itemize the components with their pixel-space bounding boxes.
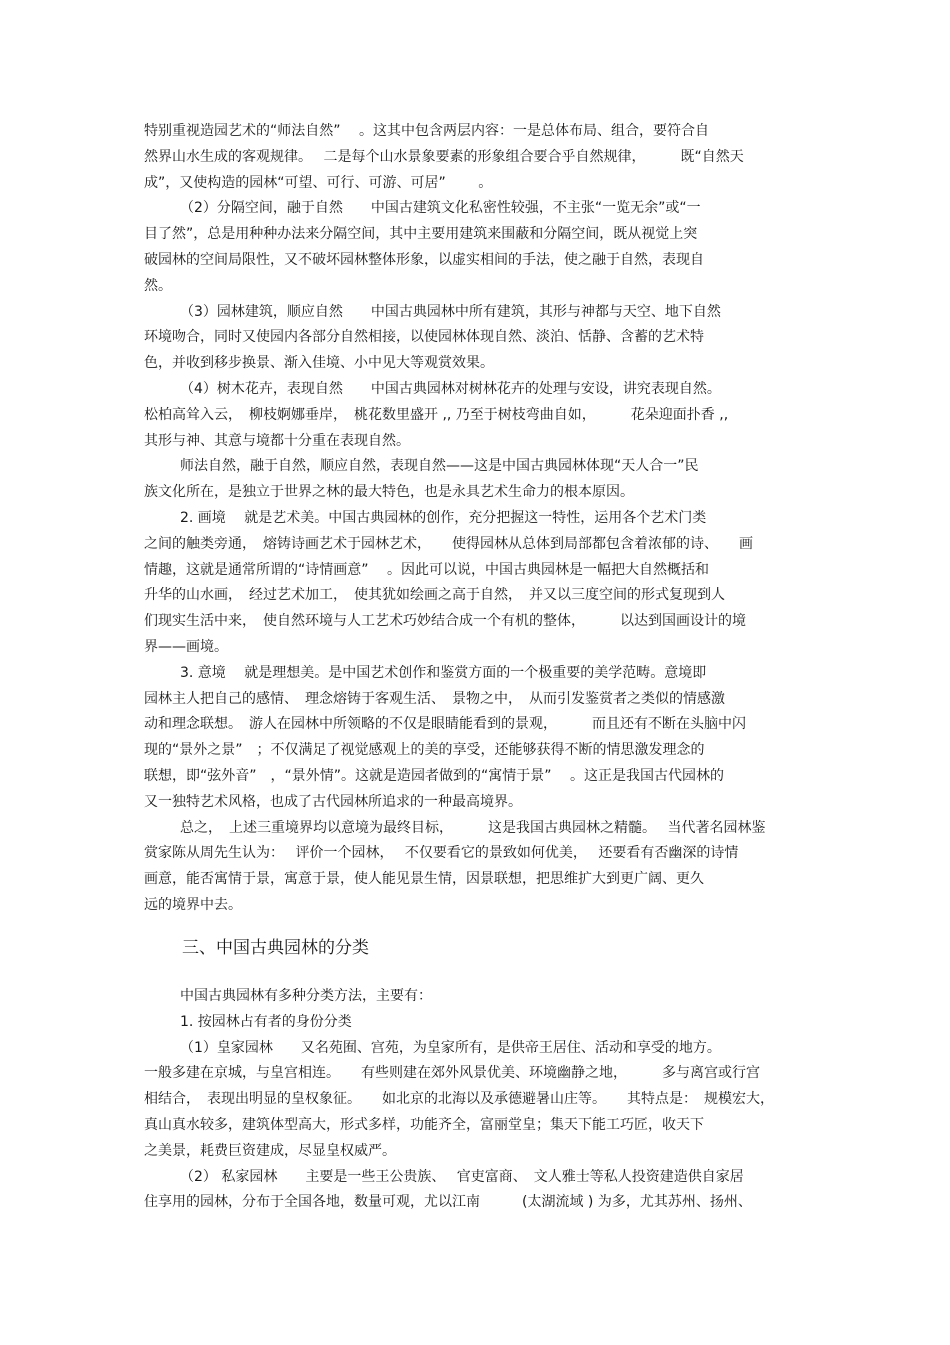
text-line: 动和理念联想。 游人在园林中所领略的不仅是眼睛能看到的景观， 而且还有不断在头脑中闪 — [144, 716, 746, 733]
text-line: 师法自然，融于自然，顺应自然，表现自然——这是中国古典园林体现“天人合一”民 — [180, 458, 699, 475]
text-line: 然。 — [144, 277, 172, 294]
text-line: 之间的触类旁通， 熔铸诗画艺术于园林艺术， 使得园林从总体到局部都包含着浓郁的诗、 画 — [144, 535, 753, 552]
text-line: 特别重视造园艺术的“师法自然” 。这其中包含两层内容：一是总体布局、组合，要符合自 — [144, 123, 709, 139]
text-line: 总之， 上述三重境界均以意境为最终目标， 这是我国古典园林之精髓。 当代著名园林鉴 — [180, 819, 766, 836]
text-line: 住享用的园林，分布于全国各地，数量可观，尤以江南 (太湖流域 ) 为多，尤其苏州、扬州、 — [144, 1194, 752, 1211]
text-line: （4）树木花卉，表现自然 中国古典园林对树林花卉的处理与安设，讲究表现自然。 — [180, 381, 721, 397]
text-line: 之美景，耗费巨资建成，尽显皇权威严。 — [144, 1142, 396, 1159]
text-line: 破园林的空间局限性，又不破坏园林整体形象，以虚实相间的手法，使之融于自然，表现自 — [144, 252, 704, 268]
text-line: 联想，即“弦外音” ，“景外情”。这就是造园者做到的“寓情于景” 。这正是我国古代园林的 — [144, 768, 724, 784]
text-line: 又一独特艺术风格，也成了古代园林所追求的一种最高境界。 — [144, 793, 522, 810]
text-line: 们现实生活中来， 使自然环境与人工艺术巧妙结合成一个有机的整体， 以达到国画设计的境 — [144, 613, 746, 630]
section-heading: 三、中国古典园林的分类 — [182, 938, 369, 958]
text-line: 目了然”，总是用种种办法来分隔空间，其中主要用建筑来围蔽和分隔空间，既从视觉上突 — [144, 226, 698, 243]
text-line: （2）分隔空间，融于自然 中国古建筑文化私密性较强，不主张“一览无余”或“一 — [180, 200, 701, 217]
text-line: 3. 意境 就是理想美。是中国艺术创作和鉴赏方面的一个极重要的美学范畴。意境即 — [180, 664, 707, 681]
text-line: 界——画境。 — [144, 639, 228, 655]
text-line: 远的境界中去。 — [144, 897, 242, 913]
text-line: 现的“景外之景” ；不仅满足了视觉感观上的美的享受，还能够获得不断的情思激发理念的 — [144, 742, 705, 759]
text-line: 松柏高耸入云， 柳枝婀娜垂岸， 桃花数里盛开 ,, 乃至于树枝弯曲自如， 花朵迎面扑香 ,, — [144, 406, 729, 423]
text-line: 赏家陈从周先生认为： 评价一个园林， 不仅要看它的景致如何优美， 还要看有否幽深的诗情 — [144, 845, 739, 862]
text-line: 真山真水较多，建筑体型高大，形式多样，功能齐全，富丽堂皇；集天下能工巧匠，收天下 — [144, 1117, 704, 1133]
text-line: 色，并收到移步换景、渐入佳境、小中见大等观赏效果。 — [144, 355, 494, 372]
text-line: （2） 私家园林 主要是一些王公贵族、 官吏富商、 文人雅士等私人投资建造供自家居 — [180, 1168, 744, 1185]
text-line: 园林主人把自己的感情、 理念熔铸于客观生活、 景物之中， 从而引发鉴赏者之类似的情感激 — [144, 690, 725, 707]
text-line: 中国古典园林有多种分类方法，主要有： — [180, 988, 432, 1004]
text-line: 相结合， 表现出明显的皇权象征。 如北京的北海以及承德避暑山庄等。 其特点是： 规模宏大， — [144, 1091, 774, 1108]
text-line: 升华的山水画， 经过艺术加工， 使其犹如绘画之高于自然， 并又以三度空间的形式复现到人 — [144, 587, 725, 604]
text-line: （1）皇家园林 又名苑囿、宫苑，为皇家所有，是供帝王居住、活动和享受的地方。 — [180, 1039, 721, 1056]
text-line: 成”，又使构造的园林“可望、可行、可游、可居” 。 — [144, 174, 493, 191]
text-line: 1. 按园林占有者的身份分类 — [180, 1013, 352, 1030]
text-line: 画意，能否寓情于景，寓意于景，使人能见景生情，因景联想，把思维扩大到更广阔、更久 — [144, 871, 704, 888]
text-line: （3）园林建筑，顺应自然 中国古典园林中所有建筑，其形与神都与天空、地下自然 — [180, 303, 721, 320]
text-line: 2. 画境 就是艺术美。中国古典园林的创作，充分把握这一特性，运用各个艺术门类 — [180, 510, 707, 526]
text-line: 然界山水生成的客观规律。 二是每个山水景象要素的形象组合要合乎自然规律， 既“自然天 — [144, 148, 744, 165]
text-line: 环境吻合，同时又使园内各部分自然相接，以使园林体现自然、淡泊、恬静、含蓄的艺术特 — [144, 329, 704, 346]
text-line: 情趣，这就是通常所谓的“诗情画意” 。因此可以说，中国古典园林是一幅把大自然概括和 — [144, 561, 709, 578]
text-line: 一般多建在京城，与皇宫相连。 有些则建在郊外风景优美、环境幽静之地， 多与离宫或行宫 — [144, 1065, 760, 1082]
text-line: 其形与神、其意与境都十分重在表现自然。 — [144, 432, 410, 449]
text-line: 族文化所在，是独立于世界之林的最大特色，也是永具艺术生命力的根本原因。 — [144, 484, 634, 501]
